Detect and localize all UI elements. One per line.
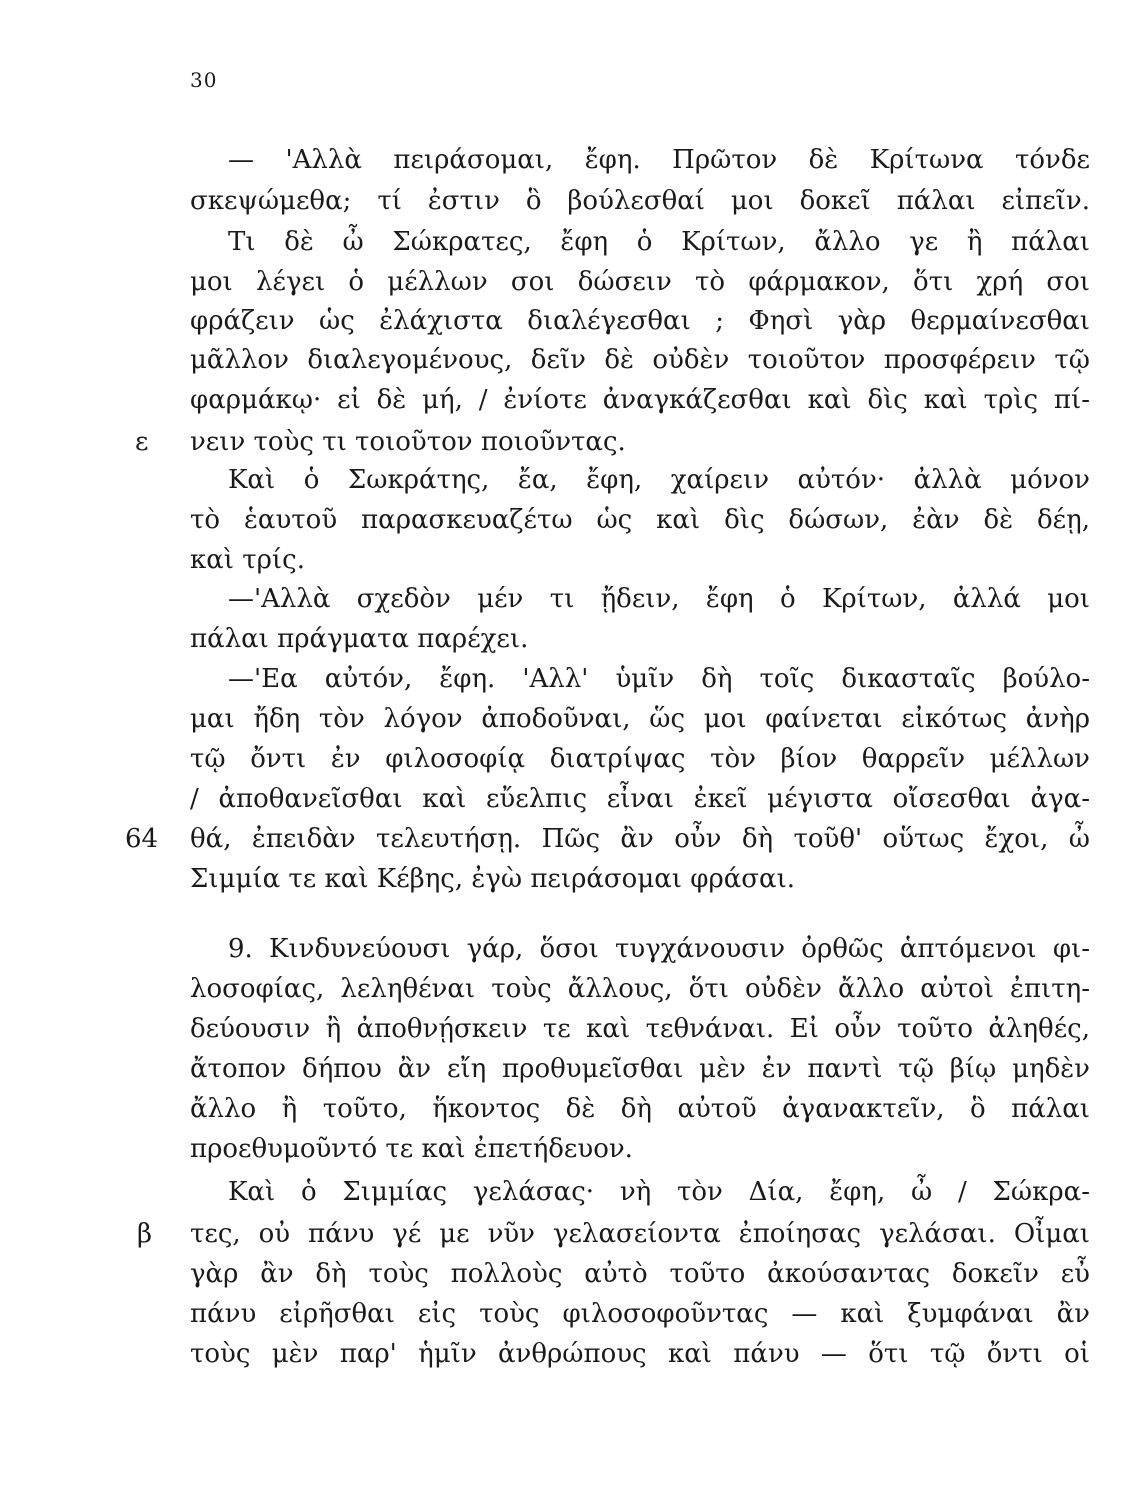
text-line: προεθυμοῦντό τε καὶ ἐπετήδευον.: [190, 1134, 633, 1164]
text-line: —'Αλλὰ σχεδὸν μέν τι ᾔδειν, ἔφη ὁ Κρίτων, ἀλλά μοι: [228, 584, 1090, 614]
text-line: τὸ ἑαυτοῦ παρασκευαζέτω ὡς καὶ δὶς δώσων, ἐὰν δὲ δέῃ,: [190, 505, 1090, 535]
text-line: πάνυ εἰρῆσθαι εἰς τοὺς φιλοσοφοῦντας — καὶ ξυμφάναι ἂν: [190, 1299, 1090, 1329]
text-line: — 'Αλλὰ πειράσομαι, ἔφη. Πρῶτον δὲ Κρίτωνα τόνδε: [228, 145, 1090, 175]
text-line: 9. Κινδυνεύουσι γάρ, ὅσοι τυγχάνουσιν ὀρθῶς ἁπτόμενοι φι-: [228, 934, 1090, 964]
text-line: τῷ ὄντι ἐν φιλοσοφίᾳ διατρίψας τὸν βίον θαρρεῖν μέλλων: [190, 744, 1090, 774]
text-line: καὶ τρίς.: [190, 545, 305, 575]
text-line: μοι λέγει ὁ μέλλων σοι δώσειν τὸ φάρμακον, ὅτι χρή σοι: [190, 267, 1090, 297]
text-line: τες, οὐ πάνυ γέ με νῦν γελασείοντα ἐποίησας γελάσαι. Οἶμαι: [190, 1219, 1090, 1249]
margin-marker-e: ε: [135, 427, 149, 457]
text-line: —'Εα αὐτόν, ἔφη. 'Αλλ' ὑμῖν δὴ τοῖς δικασταῖς βούλο-: [228, 664, 1090, 694]
text-line: Σιμμία τε καὶ Κέβης, ἐγὼ πειράσομαι φράσαι.: [190, 864, 796, 894]
text-line: / ἀποθανεῖσθαι καὶ εὔελπις εἶναι ἐκεῖ μέγιστα οἴσεσθαι ἀγα-: [190, 784, 1090, 814]
text-line: πάλαι πράγματα παρέχει.: [190, 624, 529, 654]
text-line: μᾶλλον διαλεγομένους, δεῖν δὲ οὐδὲν τοιοῦτον προσφέρειν τῷ: [190, 345, 1090, 375]
text-line: τοὺς μὲν παρ' ἡμῖν ἀνθρώπους καὶ πάνυ — ὅτι τῷ ὄντι οἱ: [190, 1339, 1090, 1369]
text-line: Τι δὲ ὦ Σώκρατες, ἔφη ὁ Κρίτων, ἄλλο γε ἢ πάλαι: [228, 227, 1090, 257]
margin-marker-64: 64: [125, 824, 159, 854]
text-line: θά, ἐπειδὰν τελευτήσῃ. Πῶς ἂν οὖν δὴ τοῦθ' οὕτως ἔχοι, ὦ: [190, 824, 1090, 854]
text-line: μαι ἤδη τὸν λόγον ἀποδοῦναι, ὥς μοι φαίνεται εἰκότως ἀνὴρ: [190, 704, 1090, 734]
text-line: φράζειν ὡς ἐλάχιστα διαλέγεσθαι ; Φησὶ γὰρ θερμαίνεσθαι: [190, 306, 1090, 336]
text-line: νειν τοὺς τι τοιοῦτον ποιοῦντας.: [190, 427, 626, 457]
page-number: 30: [190, 68, 218, 92]
text-line: φαρμάκῳ· εἰ δὲ μή, / ἐνίοτε ἀναγκάζεσθαι καὶ δὶς καὶ τρὶς πί-: [190, 385, 1090, 415]
text-line: σκεψώμεθα; τί ἐστιν ὃ βούλεσθαί μοι δοκεῖ πάλαι εἰπεῖν.: [190, 186, 1090, 216]
text-line: δεύουσιν ἢ ἀποθνῄσκειν τε καὶ τεθνάναι. Εἰ οὖν τοῦτο ἀληθές,: [190, 1014, 1090, 1044]
text-line: Καὶ ὁ Σωκράτης, ἔα, ἔφη, χαίρειν αὐτόν· ἀλλὰ μόνον: [228, 465, 1090, 495]
margin-marker-b: β: [137, 1219, 153, 1249]
text-line: ἄτοπον δήπου ἂν εἴη προθυμεῖσθαι μὲν ἐν παντὶ τῷ βίῳ μηδὲν: [190, 1054, 1090, 1084]
text-line: Καὶ ὁ Σιμμίας γελάσας· νὴ τὸν Δία, ἔφη, ὦ / Σώκρα-: [228, 1177, 1090, 1207]
text-line: γὰρ ἂν δὴ τοὺς πολλοὺς αὐτὸ τοῦτο ἀκούσαντας δοκεῖν εὖ: [190, 1259, 1090, 1289]
text-line: λοσοφίας, λεληθέναι τοὺς ἄλλους, ὅτι οὐδὲν ἄλλο αὐτοὶ ἐπιτη-: [190, 974, 1090, 1004]
text-line: ἄλλο ἢ τοῦτο, ἥκοντος δὲ δὴ αὐτοῦ ἀγανακτεῖν, ὃ πάλαι: [190, 1094, 1090, 1124]
